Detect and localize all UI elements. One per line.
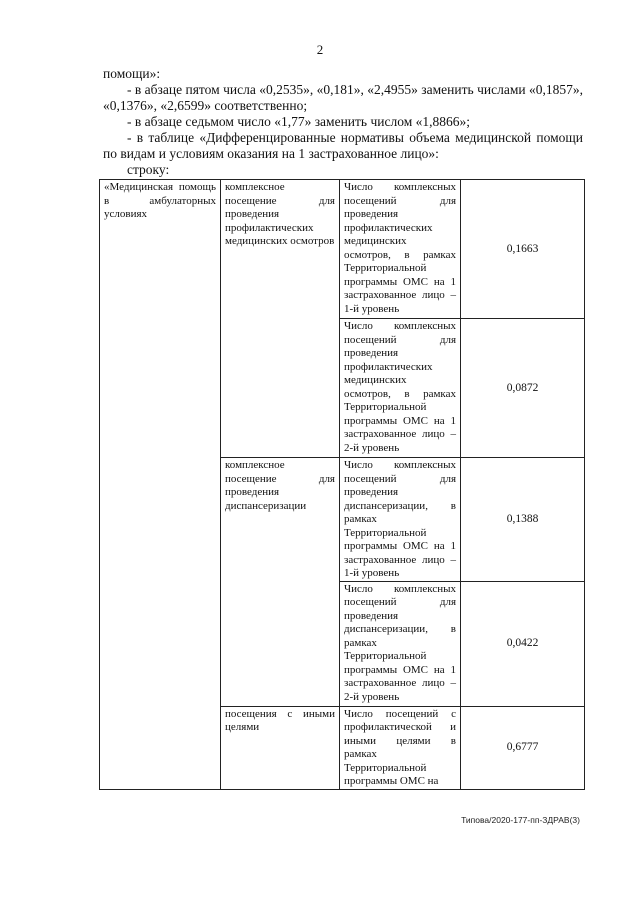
- type-cell: посещения с иными целями: [221, 706, 340, 789]
- condition-cell: «Медицинская помощь в амбулаторных условиях: [100, 180, 221, 790]
- value-cell: 0,0422: [461, 581, 585, 706]
- paragraph-item: - в абзаце пятом числа «0,2535», «0,181», «2,4955» заменить числами «0,1857», «0,1376», «2,6599» соответственно;: [103, 82, 583, 113]
- indicator-cell: Число комплексных посещений для проведения профилактических медицинских осмотров, в рамках Территориальной программы ОМС на 1 застрахованное лицо – 1-й уровень: [340, 180, 461, 319]
- type-cell: комплексное посещение для проведения диспансеризации: [221, 458, 340, 707]
- paragraph-item: - в таблице «Дифференцированные нормативы объема медицинской помощи по видам и условиям оказания на 1 застрахованное лицо»:: [103, 130, 583, 161]
- indicator-cell: Число комплексных посещений для проведения профилактических медицинских осмотров, в рамках Территориальной программы ОМС на 1 застрахованное лицо – 2-й уровень: [340, 319, 461, 458]
- indicator-cell: Число комплексных посещений для проведения диспансеризации, в рамках Территориальной программы ОМС на 1 застрахованное лицо – 1-й уровень: [340, 458, 461, 582]
- indicator-cell: Число посещений с профилактической и иными целями в рамках Территориальной программы ОМС на: [340, 706, 461, 789]
- value-cell: 0,6777: [461, 706, 585, 789]
- paragraph-item: - в абзаце седьмом число «1,77» заменить числом «1,8866»;: [127, 114, 470, 129]
- table-row: [100, 180, 585, 319]
- value-cell: 0,1663: [461, 180, 585, 319]
- type-cell: комплексное посещение для проведения профилактических медицинских осмотров: [221, 180, 340, 458]
- paragraph-item: строку:: [127, 162, 170, 177]
- norms-table: [99, 179, 585, 790]
- indicator-cell: Число комплексных посещений для проведения диспансеризации, в рамках Территориальной программы ОМС на 1 застрахованное лицо – 2-й уровень: [340, 581, 461, 706]
- page-number: 2: [316, 42, 324, 57]
- value-cell: 0,1388: [461, 458, 585, 582]
- value-cell: 0,0872: [461, 319, 585, 458]
- document-code: Типова/2020-177-пп-ЗДРАВ(3): [461, 815, 580, 825]
- paragraph-intro: помощи»:: [103, 66, 161, 81]
